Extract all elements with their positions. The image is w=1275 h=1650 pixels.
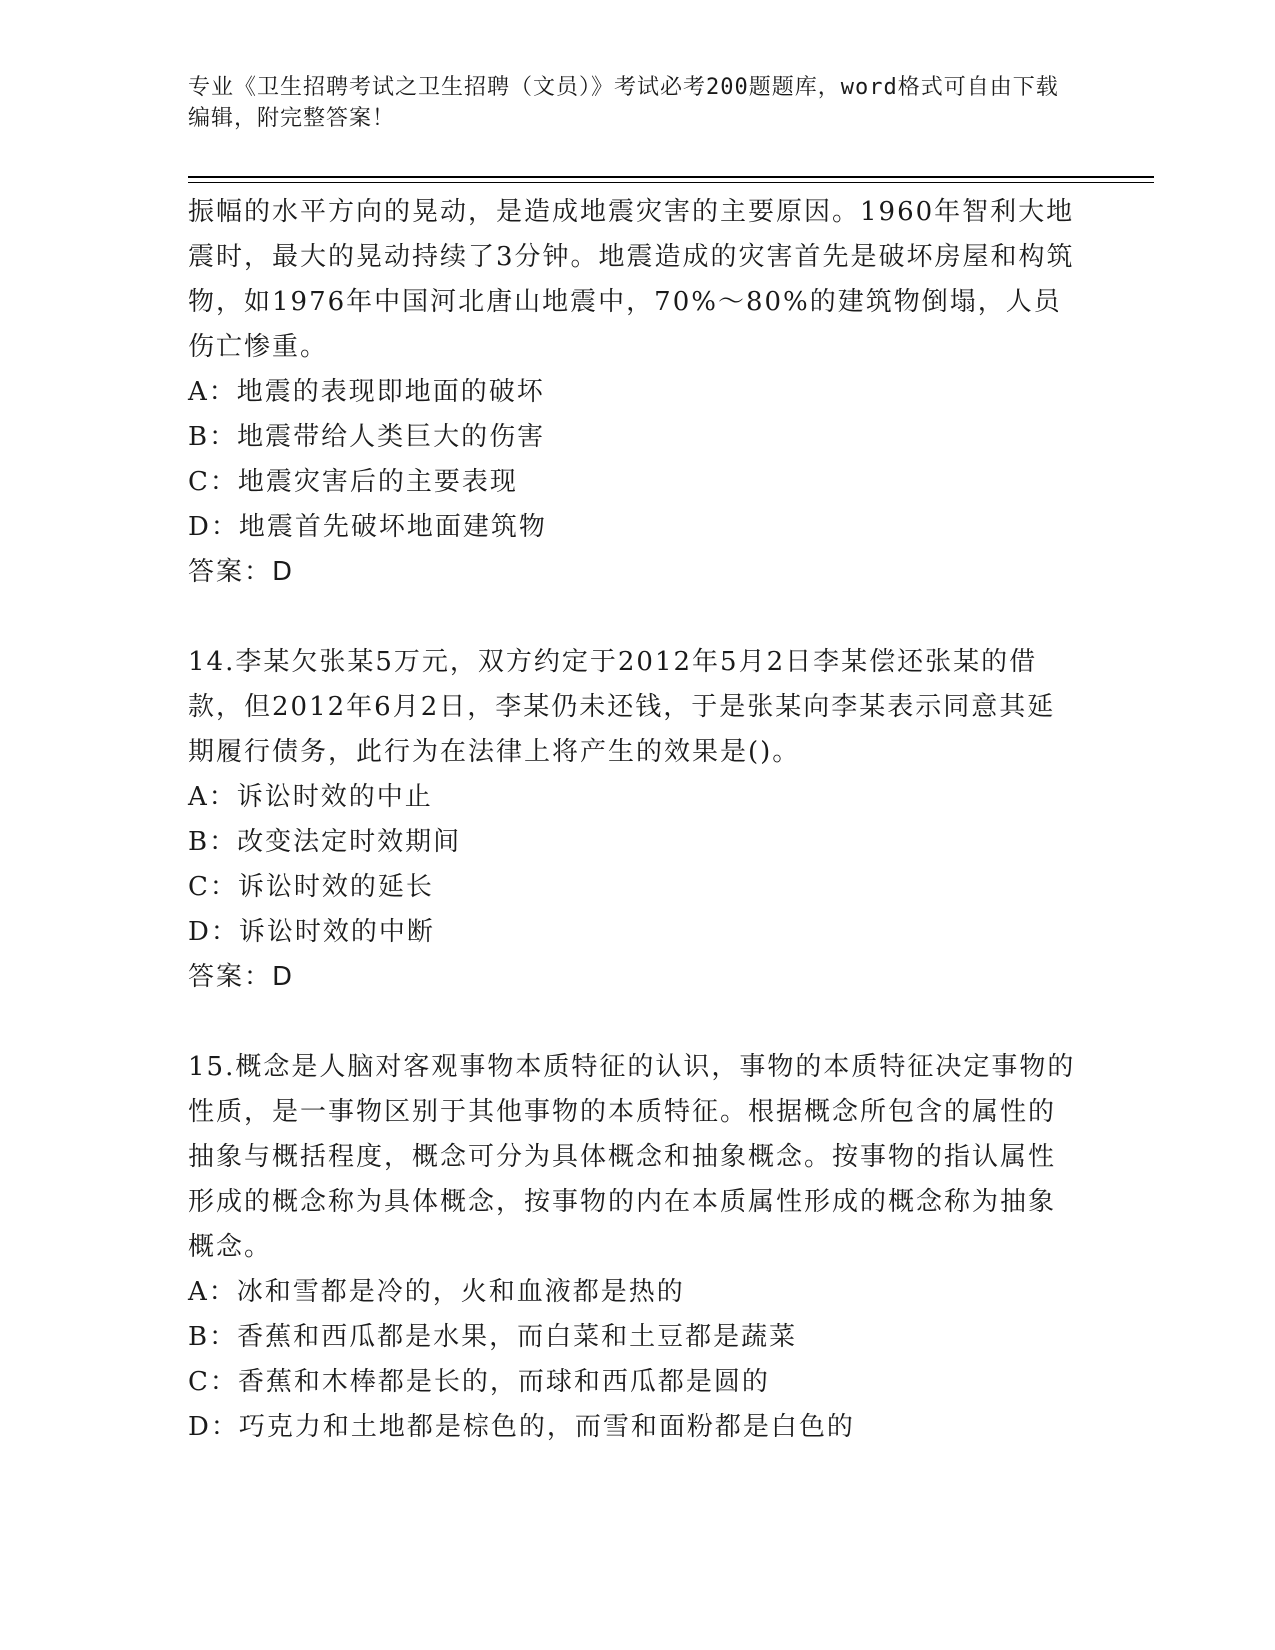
question-13-answer: 答案：D [188, 557, 295, 587]
header-divider-thick [188, 176, 1154, 178]
question-15-stem: 15.概念是人脑对客观事物本质特征的认识，事物的本质特征决定事物的性质，是一事物区别于其他事物的本质特征。根据概念所包含的属性的抽象与概括程度，概念可分为具体概念和抽象概念。按事物的指认属性形成的概念称为具体概念，按事物的内在本质属性形成的概念称为抽象概念。 [188, 1052, 1076, 1262]
question-14 [188, 640, 1078, 1000]
question-content [188, 190, 1078, 1450]
question-15-option-b: B：香蕉和西瓜都是水果，而白菜和土豆都是蔬菜 [188, 1322, 798, 1352]
question-14-option-b: B：改变法定时效期间 [188, 827, 462, 857]
question-13-option-a: A：地震的表现即地面的破坏 [188, 377, 545, 407]
question-14-option-a: A：诉讼时效的中止 [188, 782, 433, 812]
question-15-option-c: C：香蕉和木棒都是长的，而球和西瓜都是圆的 [188, 1367, 770, 1397]
spacer [188, 595, 1078, 640]
question-13-option-c: C：地震灾害后的主要表现 [188, 467, 518, 497]
question-14-stem: 14.李某欠张某5万元，双方约定于2012年5月2日李某偿还张某的借款，但2012年6月2日，李某仍未还钱，于是张某向李某表示同意其延期履行债务，此行为在法律上将产生的效果是()。 [188, 647, 1056, 767]
question-13-option-d: D：地震首先破坏地面建筑物 [188, 512, 547, 542]
question-13-text: 振幅的水平方向的晃动，是造成地震灾害的主要原因。1960年智利大地震时，最大的晃动持续了3分钟。地震造成的灾害首先是破坏房屋和构筑物，如1976年中国河北唐山地震中，70%～80%的建筑物倒塌，人员伤亡惨重。 [188, 197, 1075, 362]
question-14-option-d: D：诉讼时效的中断 [188, 917, 435, 947]
question-15-option-d: D：巧克力和土地都是棕色的，而雪和面粉都是白色的 [188, 1412, 855, 1442]
header-divider-thin [188, 182, 1154, 183]
page-header: 专业《卫生招聘考试之卫生招聘（文员）》考试必考200题题库，word格式可自由下载编辑，附完整答案！ [188, 75, 1059, 131]
question-14-option-c: C：诉讼时效的延长 [188, 872, 434, 902]
question-15 [188, 1045, 1078, 1450]
question-13 [188, 190, 1078, 595]
question-14-answer: 答案：D [188, 962, 295, 992]
question-13-option-b: B：地震带给人类巨大的伤害 [188, 422, 546, 452]
spacer [188, 1000, 1078, 1045]
question-15-option-a: A：冰和雪都是冷的，火和血液都是热的 [188, 1277, 685, 1307]
